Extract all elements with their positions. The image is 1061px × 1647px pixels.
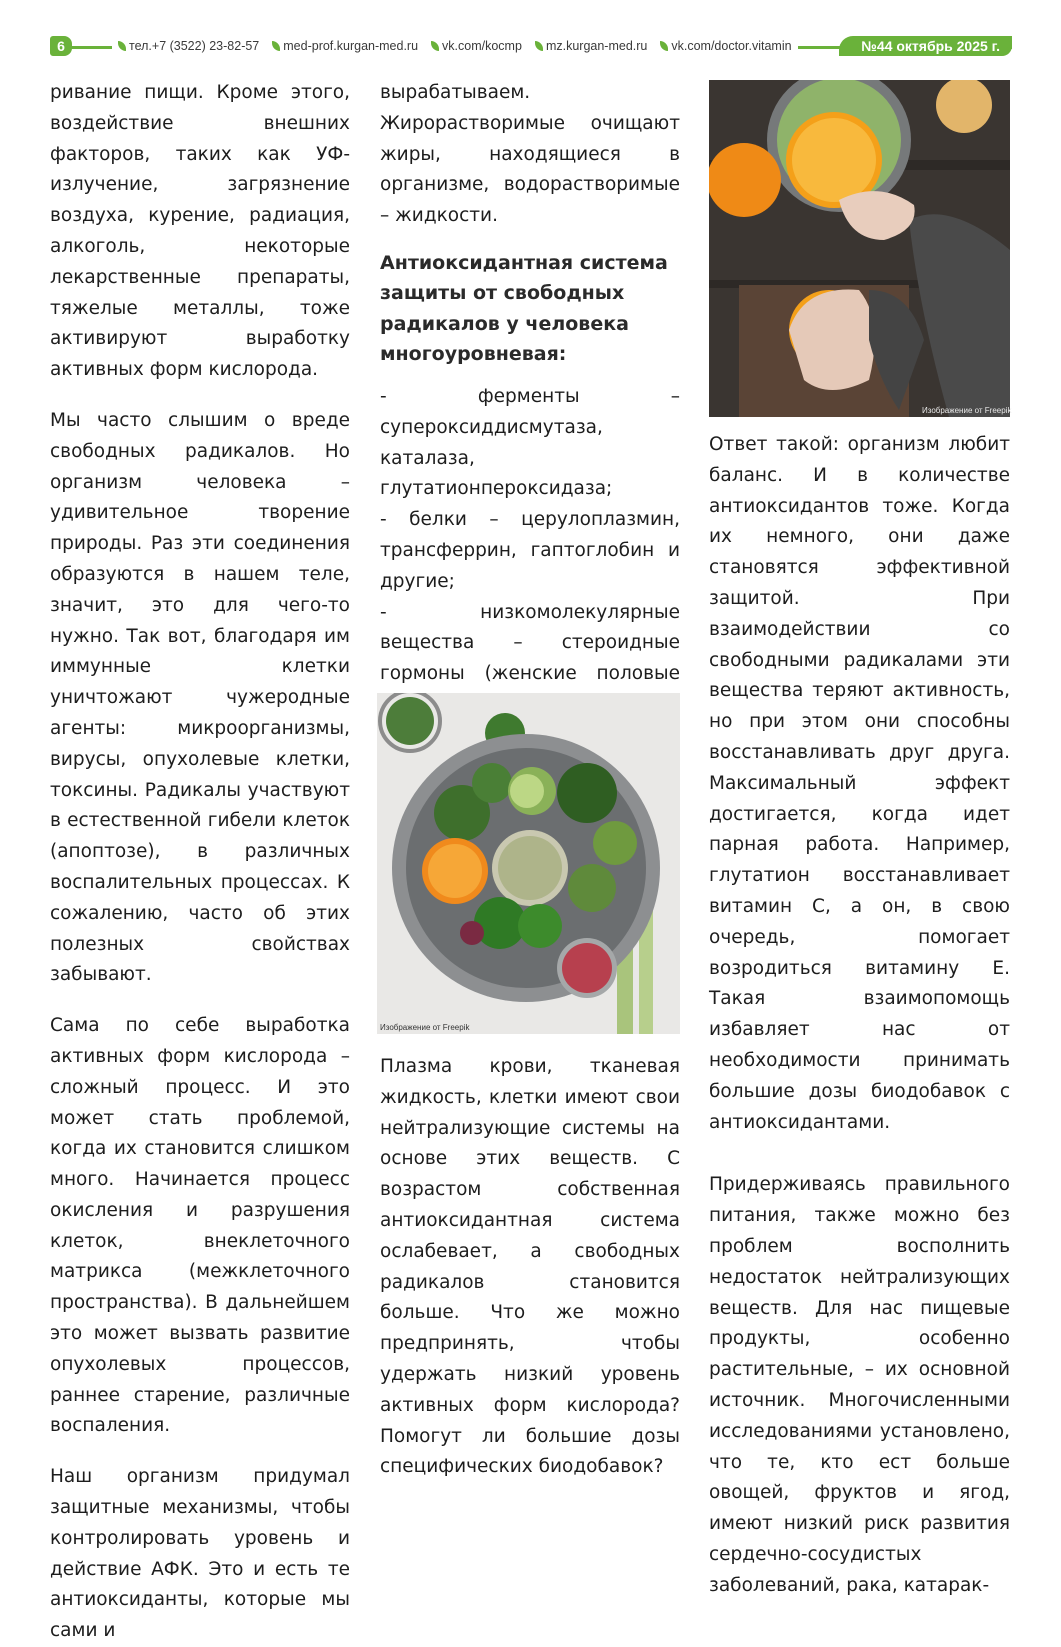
list-item: - низкомолекулярные вещества – стероидные гормоны (женские половые (380, 601, 680, 685)
page-number: 6 (50, 36, 72, 56)
leaf-icon (535, 41, 543, 51)
leaf-icon (660, 41, 668, 51)
paragraph: Ответ такой: организм любит баланс. И в количестве антиоксидантов тоже. Когда их немного, они даже становятся эффективной защитой. При взаимодействии со свободными радикалами эти вещества теряют активность, но при этом они способны восстанавливать друг друга. Максимальный эффект достигается, когда идет парная работа. Например, глутатион восстанавливает витамин С, а он, в свою очередь, помогает возродиться витамину Е. Такая взаимопомощь избавляет нас от необходимости принимать большие дозы биодобавок с антиоксидантами. (709, 434, 1010, 1133)
mz-site-link[interactable] (535, 36, 647, 56)
vk-kocmp-text: vk.com/kocmp (442, 39, 522, 53)
mz-site-text: mz.kurgan-med.ru (545, 39, 648, 53)
column-1 (50, 78, 350, 1647)
column-3 (709, 430, 1010, 1601)
paragraph: вырабатываем. Жирорастворимые очищают жиры, находящиеся в организме, водорастворимые – жидкости. (380, 82, 680, 227)
leaf-icon (118, 41, 126, 51)
orange-cutting-photo (709, 80, 1010, 417)
column-2-continued (380, 1052, 680, 1483)
leaf-icon (431, 41, 439, 51)
vegetables-bowl-photo (377, 693, 680, 1034)
site-link[interactable] (272, 36, 418, 56)
paragraph: Придерживаясь правильного питания, также можно без проблем восполнить недостаток нейтрализующих веществ. Для нас пищевые продукты, особенно растительные, – их основной источник. Многочисленными исследованиями установлено, что те, кто ест больше овощей, фруктов и ягод, имеют низкий риск развития сердечно-сосудистых заболеваний, рака, катарак- (709, 1174, 1010, 1596)
paragraph: Наш организм придумал защитные механизмы, чтобы контролировать уровень и действие АФК. Это и есть те антиоксиданты, которые мы сами и (50, 1466, 350, 1642)
image-credit: Изображение от Freepik (380, 1023, 470, 1032)
column-2 (380, 78, 680, 782)
paragraph: Мы часто слышим о вреде свободных радикалов. Но организм человека – удивительное творение природы. Раз эти соединения образуются в нашем теле, значит, это для чего-то нужно. Так вот, благодаря им иммунные клетки уничтожают чужеродные агенты: микроорганизмы, вирусы, опухолевые клетки, токсины. Радикалы участвуют в естественной гибели клеток (апоптозе), в различных воспалительных процессах. К сожалению, часто об этих полезных свойствах забывают. (50, 409, 350, 986)
phone-contact (118, 36, 259, 56)
paragraph: ривание пищи. Кроме этого, воздействие внешних факторов, таких как УФ-излучение, загрязнение воздуха, курение, радиация, алкоголь, некоторые лекарственные препараты, тяжелые металлы, тоже активируют выработку активных форм кислорода. (50, 82, 350, 381)
section-heading: Антиоксидантная система защиты от свободных радикалов у человека многоуровневая: (380, 251, 668, 366)
contact-strip (112, 36, 798, 56)
list-item: - белки – церулоплазмин, трансферрин, гаптоглобин и другие; (380, 509, 680, 592)
list-item: - ферменты – супероксиддисмутаза, каталаза, глутатионпероксидаза; (380, 385, 680, 500)
vk-doctor-text: vk.com/doctor.vitamin (671, 39, 792, 53)
vk-kocmp-link[interactable] (431, 36, 522, 56)
leaf-icon (272, 41, 280, 51)
vk-doctor-link[interactable] (660, 36, 791, 56)
paragraph: Сама по себе выработка активных форм кислорода – сложный процесс. И это может стать проблемой, когда их становится слишком много. Начинается процесс окисления и разрушения клеток, внеклеточного матрикса (межклеточного пространства). В дальнейшем это может вызвать развитие опухолевых процессов, раннее старение, различные воспаления. (50, 1015, 350, 1437)
paragraph: Плазма крови, тканевая жидкость, клетки имеют свои нейтрализующие системы на основе этих веществ. С возрастом собственная антиоксидантная система ослабевает, а свободных радикалов становится больше. Что же можно предпринять, чтобы удержать низкий уровень активных форм кислорода? Помогут ли большие дозы специфических биодобавок? (380, 1056, 680, 1478)
page-header (50, 36, 1012, 58)
site-text: med-prof.kurgan-med.ru (283, 39, 419, 53)
phone-text: тел.+7 (3522) 23-82-57 (129, 39, 260, 53)
issue-badge: №44 октябрь 2025 г. (839, 36, 1012, 56)
image-credit: Изображение от Freepik (922, 406, 1012, 415)
